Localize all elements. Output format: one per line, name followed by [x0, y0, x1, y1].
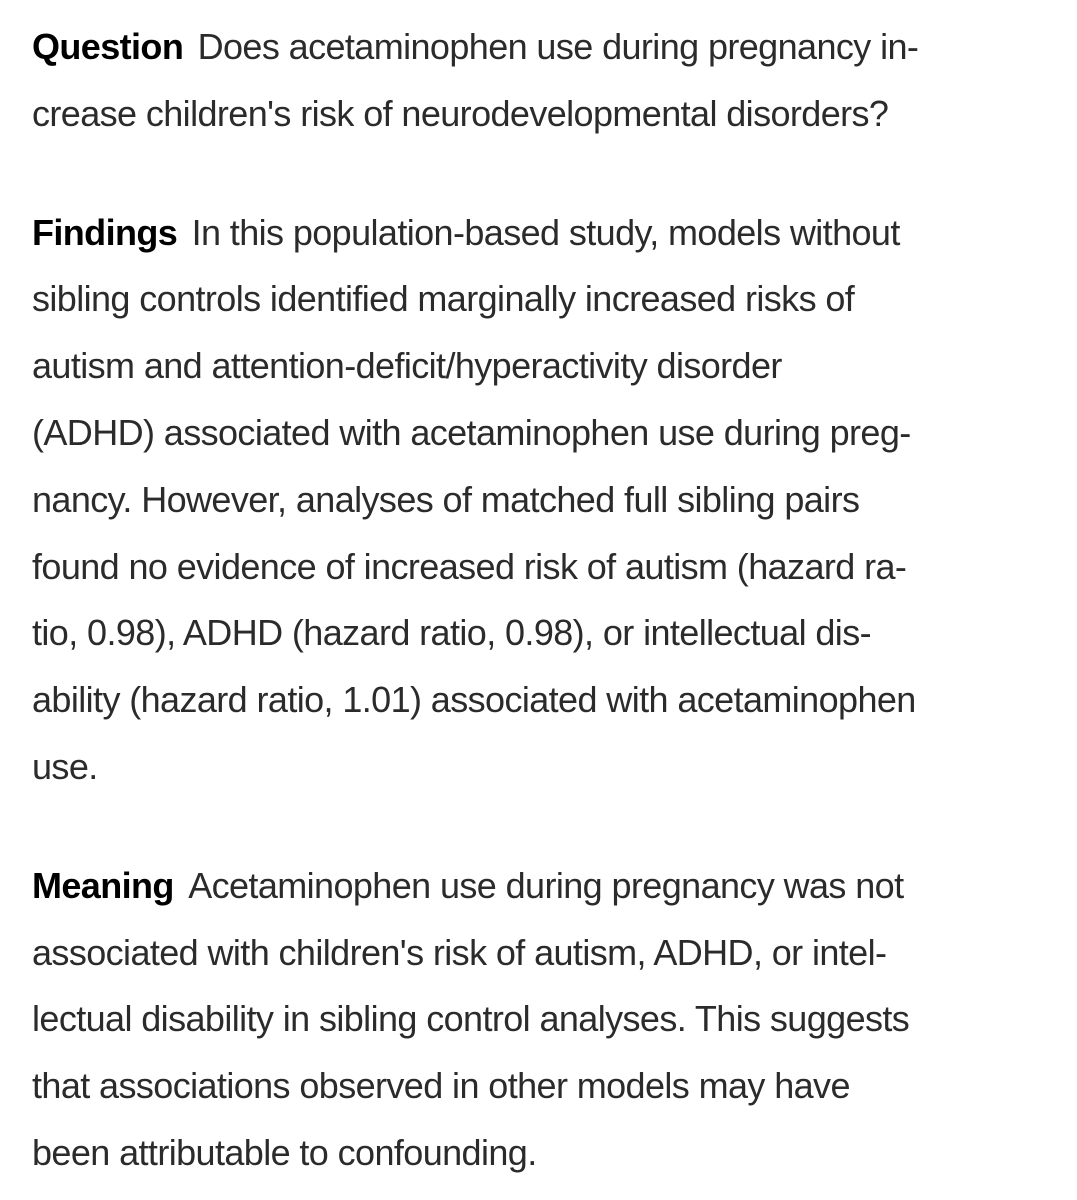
- meaning-text: that associations observed in other models may have: [32, 1065, 850, 1107]
- question-label: Question: [32, 26, 184, 67]
- question-text: Does acetaminophen use during pregnancy in-: [197, 26, 919, 67]
- meaning-section: [32, 853, 1062, 1187]
- findings-label: Findings: [32, 211, 178, 253]
- findings-text: autism and attention-deficit/hyperactivity disorder: [32, 345, 782, 387]
- meaning-text: Acetaminophen use during pregnancy was not: [188, 864, 904, 906]
- findings-text: nancy. However, analyses of matched full sibling pairs: [32, 478, 860, 520]
- findings-text: sibling controls identified marginally increased risks of: [32, 278, 855, 320]
- meaning-text: lectual disability in sibling control analyses. This suggests: [32, 998, 910, 1040]
- text-line: [32, 853, 1062, 920]
- question-text: crease children's risk of neurodevelopmental disorders?: [32, 92, 889, 134]
- text-line: [32, 200, 1062, 267]
- key-points: [32, 14, 1062, 1187]
- findings-text: ability (hazard ratio, 1.01) associated with acetaminophen: [32, 679, 916, 721]
- findings-text: tio, 0.98), ADHD (hazard ratio, 0.98), or intellectual dis-: [32, 612, 871, 654]
- findings-text: use.: [32, 745, 98, 787]
- findings-section: [32, 200, 1062, 801]
- findings-text: (ADHD) associated with acetaminophen use during preg-: [32, 411, 911, 453]
- meaning-label: Meaning: [32, 864, 174, 906]
- meaning-text: associated with children's risk of autism, ADHD, or intel-: [32, 931, 887, 973]
- findings-text: In this population-based study, models without: [191, 211, 900, 253]
- findings-text: found no evidence of increased risk of autism (hazard ra-: [32, 545, 907, 587]
- text-line: [32, 14, 1062, 81]
- question-section: [32, 14, 1062, 148]
- meaning-text: been attributable to confounding.: [32, 1131, 537, 1173]
